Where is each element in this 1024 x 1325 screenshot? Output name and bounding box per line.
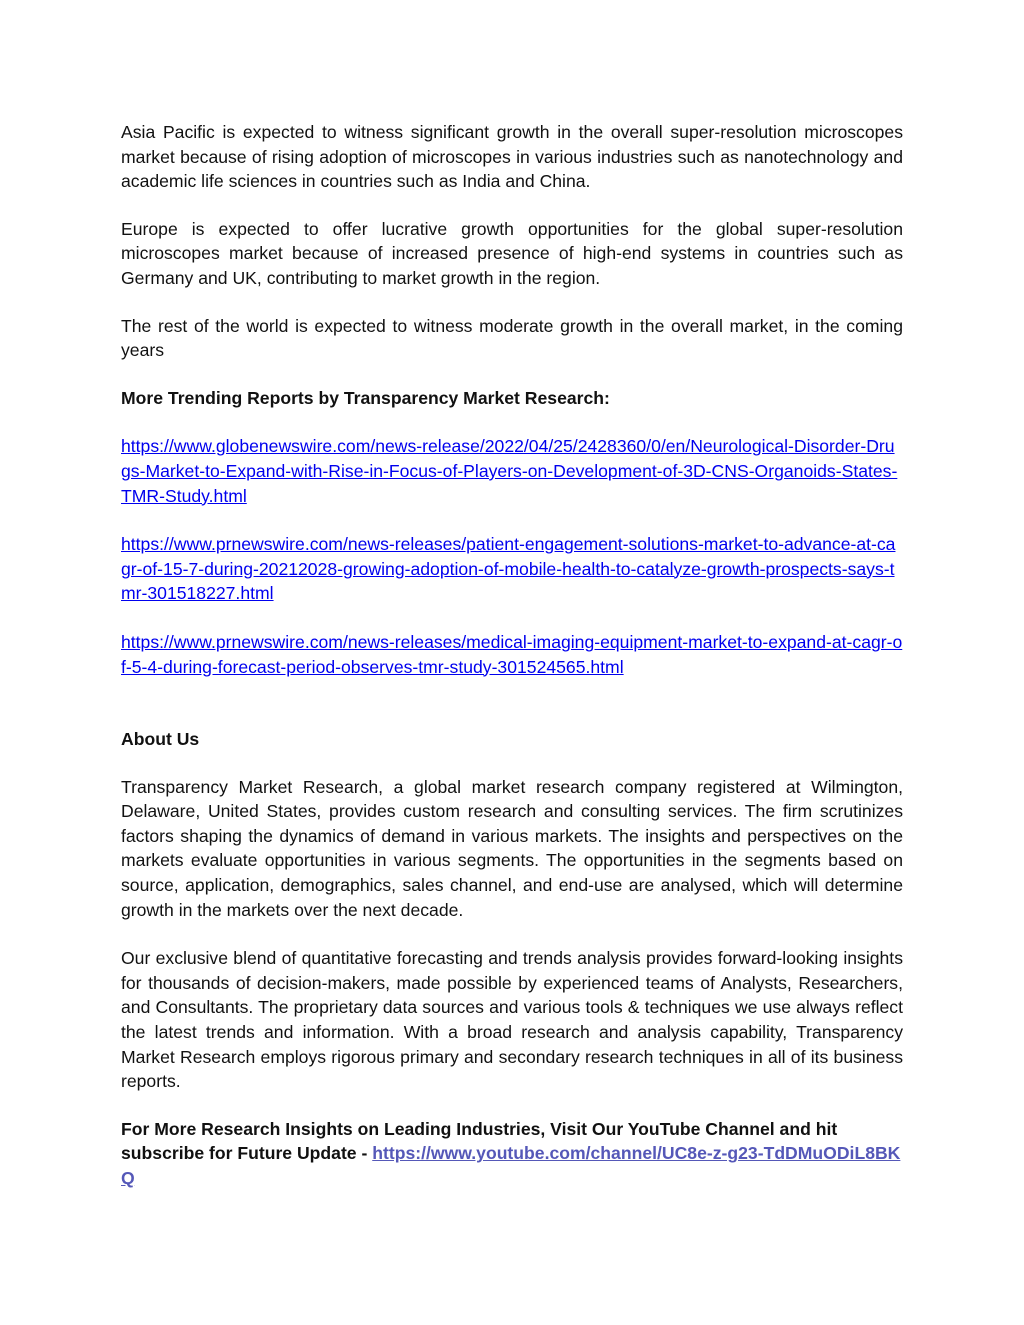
paragraph-asia-pacific: Asia Pacific is expected to witness significant growth in the overall super-resolution microscopes market because of rising adoption of microscopes in various industries such as nanotechnology and academic life sciences in countries such as India and China. [121, 122, 903, 192]
trending-link-medical-imaging[interactable]: https://www.prnewswire.com/news-releases/medical-imaging-equipment-market-to-expand-at-cagr-of-5-4-during-forecast-period-observes-tmr-study-301524565.html [121, 631, 903, 677]
about-us-heading: About Us [121, 729, 200, 750]
paragraph-rest-of-world: The rest of the world is expected to witness moderate growth in the overall market, in the coming years [121, 315, 903, 361]
youtube-cta [121, 1117, 903, 1191]
trending-link-neurological[interactable]: https://www.globenewswire.com/news-release/2022/04/25/2428360/0/en/Neurological-Disorder-Drugs-Market-to-Expand-with-Rise-in-Focus-of-Players-on-Development-of-3D-CNS-Organoids-States-TMR-Study.html [121, 436, 898, 506]
trending-link-patient-engagement[interactable]: https://www.prnewswire.com/news-releases/patient-engagement-solutions-market-to-advance-at-cagr-of-15-7-during-20212028-growing-adoption-of-mobile-health-to-catalyze-growth-prospects-says-tmr-301518227.html [121, 534, 896, 604]
paragraph-europe: Europe is expected to offer lucrative growth opportunities for the global super-resolution microscopes market because of increased presence of high-end systems in countries such as Germany and UK, contributing to market growth in the region. [121, 218, 903, 288]
trending-link-block-2 [121, 532, 903, 606]
about-paragraph-2: Our exclusive blend of quantitative forecasting and trends analysis provides forward-looking insights for thousands of decision-makers, made possible by experienced teams of Analysts, Researchers, and Consultants. The proprietary data sources and various tools & techniques we use always reflect the latest trends and information. With a broad research and analysis capability, Transparency Market Research employs rigorous primary and secondary research techniques in all of its business reports. [121, 948, 903, 1092]
youtube-channel-link[interactable]: https://www.youtube.com/channel/UC8e-z-g23-TdDMuODiL8BKQ [121, 1143, 901, 1188]
trending-link-block-3 [121, 630, 903, 679]
youtube-cta-text: For More Research Insights on Leading Industries, Visit Our YouTube Channel and hit subscribe for Future Update - [121, 1118, 838, 1164]
trending-link-block-1 [121, 434, 903, 508]
trending-reports-heading: More Trending Reports by Transparency Market Research: [121, 387, 610, 408]
document-page [121, 120, 903, 1191]
about-paragraph-1: Transparency Market Research, a global market research company registered at Wilmington, Delaware, United States, provides custom research and consulting services. The firm scrutinizes factors shaping the dynamics of demand in various markets. The insights and perspectives on the markets evaluate opportunities in various segments. The opportunities in the segments based on source, application, demographics, sales channel, and end-use are analysed, which will determine growth in the markets over the next decade. [121, 776, 903, 920]
